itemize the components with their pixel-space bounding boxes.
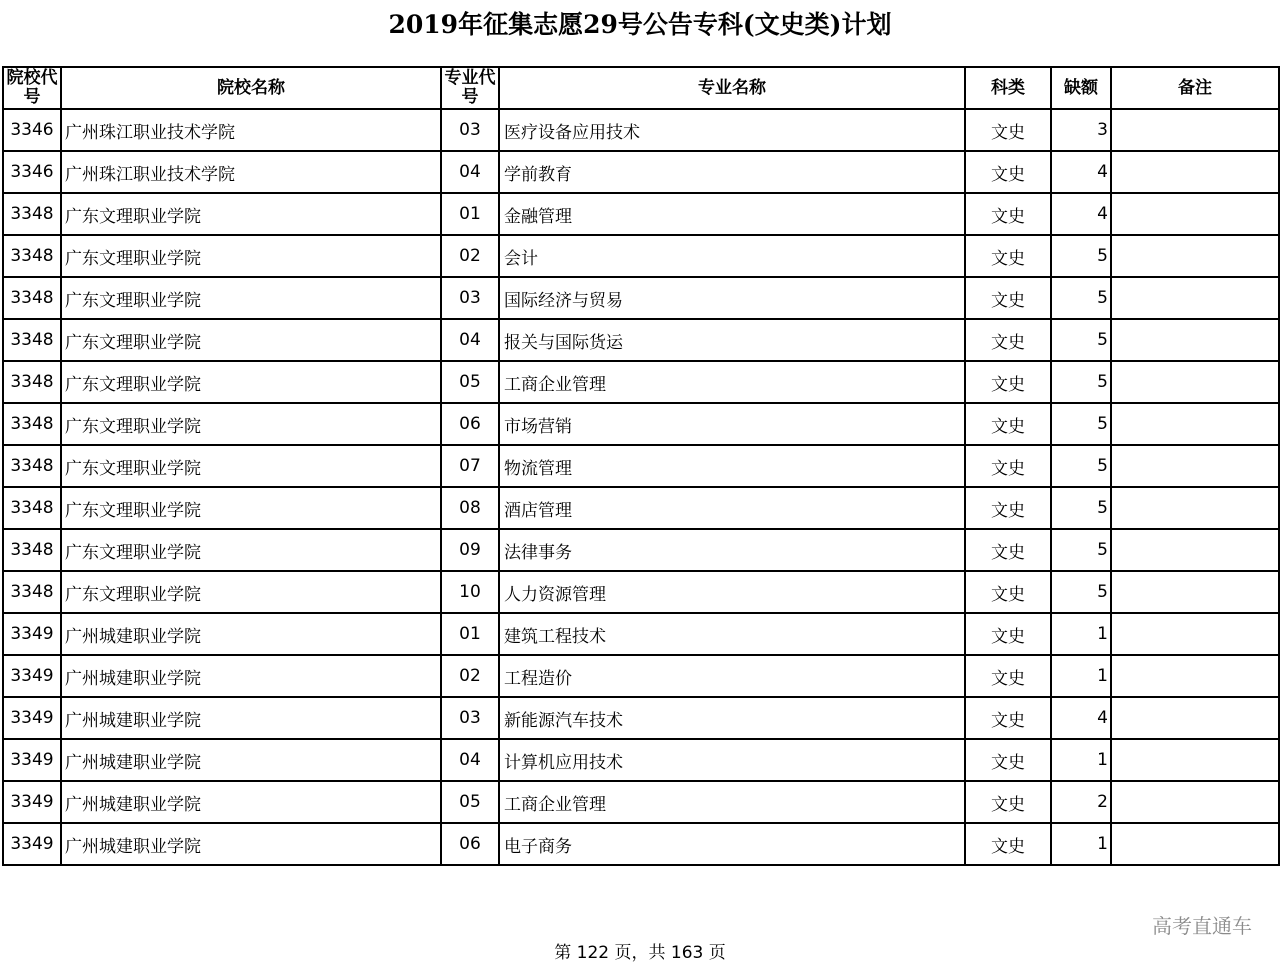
cell-major-name: 国际经济与贸易 [499, 277, 965, 319]
header-school-code: 院校代号 [3, 67, 61, 109]
cell-school-code: 3348 [3, 235, 61, 277]
cell-school-code: 3349 [3, 739, 61, 781]
cell-major-name: 金融管理 [499, 193, 965, 235]
cell-school-name: 广州城建职业学院 [61, 823, 441, 865]
cell-school-code: 3349 [3, 697, 61, 739]
cell-major-code: 06 [441, 403, 499, 445]
cell-major-code: 10 [441, 571, 499, 613]
cell-school-code: 3348 [3, 361, 61, 403]
table-row [3, 445, 1279, 487]
plan-table [2, 66, 1280, 866]
cell-remark [1111, 823, 1279, 865]
cell-quota: 5 [1051, 403, 1111, 445]
cell-category: 文史 [965, 361, 1051, 403]
cell-quota: 4 [1051, 151, 1111, 193]
table-row [3, 193, 1279, 235]
cell-remark [1111, 193, 1279, 235]
table-row [3, 697, 1279, 739]
cell-category: 文史 [965, 445, 1051, 487]
table-row [3, 319, 1279, 361]
cell-major-code: 06 [441, 823, 499, 865]
cell-major-name: 工商企业管理 [499, 361, 965, 403]
cell-major-name: 电子商务 [499, 823, 965, 865]
cell-major-name: 物流管理 [499, 445, 965, 487]
cell-remark [1111, 571, 1279, 613]
cell-quota: 1 [1051, 823, 1111, 865]
cell-remark [1111, 697, 1279, 739]
cell-school-name: 广东文理职业学院 [61, 403, 441, 445]
cell-school-code: 3349 [3, 655, 61, 697]
watermark: 高考直通车 [1152, 914, 1252, 938]
cell-quota: 1 [1051, 739, 1111, 781]
cell-school-name: 广东文理职业学院 [61, 571, 441, 613]
table-row [3, 235, 1279, 277]
cell-major-name: 学前教育 [499, 151, 965, 193]
cell-category: 文史 [965, 697, 1051, 739]
cell-quota: 5 [1051, 529, 1111, 571]
page-footer: 第 122 页，共 163 页 [554, 943, 726, 963]
cell-school-code: 3348 [3, 319, 61, 361]
cell-school-name: 广东文理职业学院 [61, 529, 441, 571]
table-row [3, 277, 1279, 319]
cell-remark [1111, 529, 1279, 571]
cell-major-code: 05 [441, 781, 499, 823]
cell-school-code: 3346 [3, 151, 61, 193]
cell-school-code: 3348 [3, 529, 61, 571]
cell-major-code: 03 [441, 109, 499, 151]
cell-category: 文史 [965, 319, 1051, 361]
cell-major-code: 04 [441, 739, 499, 781]
cell-quota: 1 [1051, 655, 1111, 697]
cell-category: 文史 [965, 739, 1051, 781]
cell-school-code: 3348 [3, 487, 61, 529]
table-header-row [3, 67, 1279, 109]
cell-major-code: 03 [441, 697, 499, 739]
header-quota: 缺额 [1051, 67, 1111, 109]
cell-quota: 2 [1051, 781, 1111, 823]
cell-major-code: 05 [441, 361, 499, 403]
cell-school-name: 广东文理职业学院 [61, 235, 441, 277]
cell-school-code: 3348 [3, 403, 61, 445]
cell-school-name: 广东文理职业学院 [61, 277, 441, 319]
cell-category: 文史 [965, 403, 1051, 445]
cell-major-name: 新能源汽车技术 [499, 697, 965, 739]
header-remark: 备注 [1111, 67, 1279, 109]
cell-major-name: 酒店管理 [499, 487, 965, 529]
cell-school-name: 广州城建职业学院 [61, 613, 441, 655]
cell-school-name: 广东文理职业学院 [61, 361, 441, 403]
cell-school-name: 广州城建职业学院 [61, 697, 441, 739]
table-row [3, 151, 1279, 193]
cell-category: 文史 [965, 529, 1051, 571]
cell-school-code: 3348 [3, 193, 61, 235]
cell-school-name: 广东文理职业学院 [61, 193, 441, 235]
cell-remark [1111, 445, 1279, 487]
cell-category: 文史 [965, 193, 1051, 235]
header-major-code: 专业代号 [441, 67, 499, 109]
cell-school-name: 广州城建职业学院 [61, 781, 441, 823]
table-row [3, 613, 1279, 655]
cell-quota: 4 [1051, 193, 1111, 235]
cell-major-name: 人力资源管理 [499, 571, 965, 613]
cell-quota: 3 [1051, 109, 1111, 151]
cell-school-code: 3349 [3, 823, 61, 865]
cell-category: 文史 [965, 277, 1051, 319]
cell-category: 文史 [965, 823, 1051, 865]
cell-major-code: 04 [441, 319, 499, 361]
cell-major-name: 计算机应用技术 [499, 739, 965, 781]
cell-remark [1111, 151, 1279, 193]
cell-quota: 5 [1051, 445, 1111, 487]
cell-remark [1111, 361, 1279, 403]
cell-quota: 5 [1051, 487, 1111, 529]
header-major-name: 专业名称 [499, 67, 965, 109]
cell-school-code: 3348 [3, 571, 61, 613]
page-title: 2019年征集志愿29号公告专科(文史类)计划 [388, 10, 892, 39]
cell-remark [1111, 277, 1279, 319]
table-row [3, 487, 1279, 529]
cell-remark [1111, 109, 1279, 151]
cell-major-name: 医疗设备应用技术 [499, 109, 965, 151]
cell-major-code: 07 [441, 445, 499, 487]
cell-category: 文史 [965, 235, 1051, 277]
cell-category: 文史 [965, 571, 1051, 613]
cell-category: 文史 [965, 655, 1051, 697]
cell-remark [1111, 613, 1279, 655]
cell-school-code: 3346 [3, 109, 61, 151]
cell-major-code: 01 [441, 193, 499, 235]
table-row [3, 403, 1279, 445]
cell-major-name: 报关与国际货运 [499, 319, 965, 361]
cell-school-name: 广州珠江职业技术学院 [61, 109, 441, 151]
cell-remark [1111, 487, 1279, 529]
cell-major-code: 08 [441, 487, 499, 529]
cell-major-name: 建筑工程技术 [499, 613, 965, 655]
cell-quota: 5 [1051, 277, 1111, 319]
cell-quota: 4 [1051, 697, 1111, 739]
cell-category: 文史 [965, 613, 1051, 655]
cell-remark [1111, 235, 1279, 277]
cell-school-name: 广东文理职业学院 [61, 445, 441, 487]
table-row [3, 655, 1279, 697]
header-school-name: 院校名称 [61, 67, 441, 109]
table-row [3, 529, 1279, 571]
cell-major-code: 02 [441, 235, 499, 277]
table-row [3, 361, 1279, 403]
cell-quota: 1 [1051, 613, 1111, 655]
cell-school-code: 3348 [3, 445, 61, 487]
table-row [3, 739, 1279, 781]
cell-major-name: 会计 [499, 235, 965, 277]
cell-remark [1111, 319, 1279, 361]
cell-school-code: 3349 [3, 613, 61, 655]
cell-school-code: 3348 [3, 277, 61, 319]
cell-major-code: 04 [441, 151, 499, 193]
cell-remark [1111, 739, 1279, 781]
cell-major-code: 02 [441, 655, 499, 697]
cell-school-name: 广东文理职业学院 [61, 319, 441, 361]
cell-category: 文史 [965, 487, 1051, 529]
cell-category: 文史 [965, 109, 1051, 151]
header-category: 科类 [965, 67, 1051, 109]
cell-major-name: 市场营销 [499, 403, 965, 445]
cell-quota: 5 [1051, 571, 1111, 613]
cell-major-name: 工商企业管理 [499, 781, 965, 823]
cell-major-code: 01 [441, 613, 499, 655]
cell-remark [1111, 403, 1279, 445]
cell-quota: 5 [1051, 361, 1111, 403]
cell-quota: 5 [1051, 319, 1111, 361]
cell-school-name: 广州城建职业学院 [61, 655, 441, 697]
cell-remark [1111, 655, 1279, 697]
table-row [3, 781, 1279, 823]
cell-quota: 5 [1051, 235, 1111, 277]
cell-school-name: 广州珠江职业技术学院 [61, 151, 441, 193]
cell-major-code: 09 [441, 529, 499, 571]
cell-major-name: 工程造价 [499, 655, 965, 697]
cell-school-name: 广东文理职业学院 [61, 487, 441, 529]
cell-major-name: 法律事务 [499, 529, 965, 571]
cell-school-name: 广州城建职业学院 [61, 739, 441, 781]
cell-category: 文史 [965, 781, 1051, 823]
table-row [3, 823, 1279, 865]
cell-remark [1111, 781, 1279, 823]
cell-category: 文史 [965, 151, 1051, 193]
table-row [3, 109, 1279, 151]
table-body [3, 109, 1279, 865]
table-row [3, 571, 1279, 613]
cell-major-code: 03 [441, 277, 499, 319]
cell-school-code: 3349 [3, 781, 61, 823]
